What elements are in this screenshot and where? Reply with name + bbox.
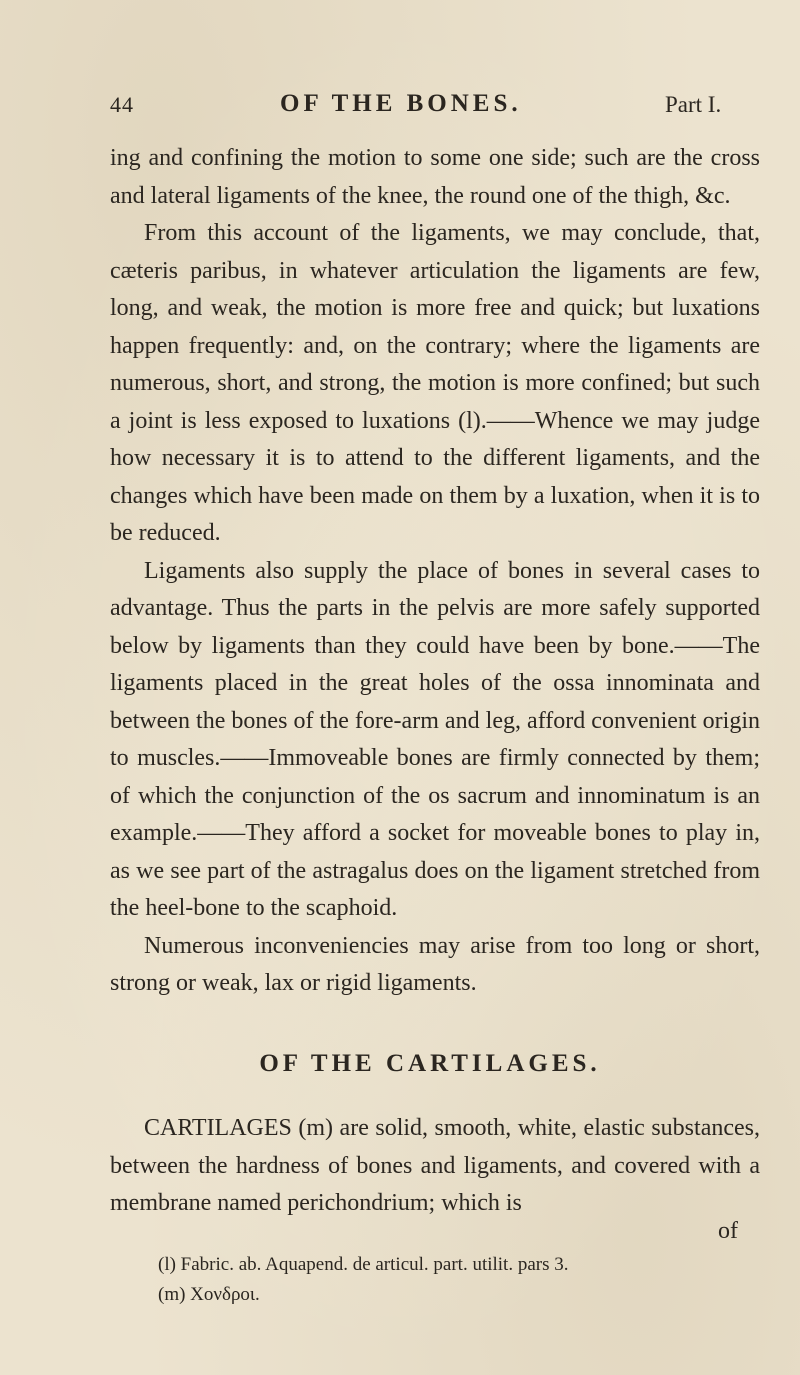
body-text [110, 140, 760, 1003]
running-head: OF THE BONES. [280, 90, 522, 117]
page-header [110, 92, 760, 132]
paragraph-3: Ligaments also supply the place of bones in several cases to advantage. Thus the parts in the pelvis are more safely supported below by ligaments than they could have been by bone.——The ligaments placed in the great holes of the ossa innominata and between the bones of the fore-arm and leg, afford convenient origin to muscles.——Immoveable bones are firmly connected by them; of which the conjunction of the os sacrum and innominatum is an example.——They afford a socket for moveable bones to play in, as we see part of the astragalus does on the ligament stretched from the heel-bone to the scaphoid. [110, 557, 760, 921]
section-heading: OF THE CARTILAGES. [259, 1050, 601, 1077]
cartilages-paragraph: CARTILAGES (m) are solid, smooth, white, elastic substances, between the hardness of bones and ligaments, and covered with a membrane named perichondrium; which is [110, 1115, 760, 1216]
paragraph-2: From this account of the ligaments, we may conclude, that, cæteris paribus, in whatever articulation the ligaments are few, long, and weak, the motion is more free and quick; but luxations happen frequently: and, on the contrary; where the ligaments are numerous, short, and strong, the motion is more confined; but such a joint is less exposed to luxations (l).——Whence we may judge how necessary it is to attend to the different ligaments, and the changes which have been made on them by a luxation, when it is to be reduced. [110, 220, 760, 546]
catchword: of [718, 1218, 738, 1244]
footnote-l: (l) Fabric. ab. Aquapend. de articul. part. utilit. pars 3. [158, 1254, 569, 1275]
paragraph-1: ing and confining the motion to some one side; such are the cross and lateral ligaments of the knee, the round one of the thigh, &c. [110, 145, 760, 209]
page-number: 44 [110, 92, 134, 117]
part-label: Part I. [665, 92, 722, 117]
paragraph-4: Numerous inconveniencies may arise from too long or short, strong or weak, lax or rigid ligaments. [110, 932, 760, 996]
footnotes [158, 1250, 738, 1310]
footnote-m: (m) Χονδροι. [158, 1284, 260, 1305]
